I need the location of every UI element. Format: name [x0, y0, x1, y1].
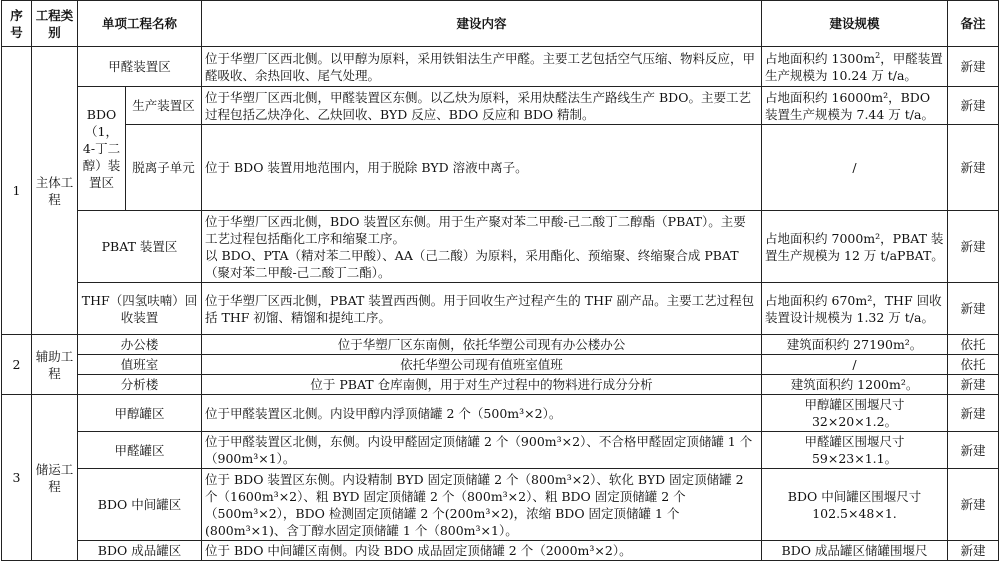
item-name: 分析楼	[78, 375, 202, 395]
item-content: 位于 BDO 装置用地范围内，用于脱除 BYD 溶液中离子。	[202, 125, 762, 211]
item-scale: BDO 中间罐区围堰尺寸 102.5×48×1.	[762, 469, 948, 541]
item-content: 位于华塑厂区西北侧。以甲醇为原料，采用铁钼法生产甲醛。主要工艺包括空气压缩、物料反应，甲醛吸收、余热回收、尾气处理。	[202, 47, 762, 87]
table-row	[2, 432, 999, 469]
group-seq: 3	[2, 395, 32, 561]
table-row	[2, 355, 999, 375]
item-note: 新建	[948, 395, 999, 432]
item-scale: 甲醛罐区围堰尺寸 59×23×1.1。	[762, 432, 948, 469]
item-note: 新建	[948, 211, 999, 283]
item-note: 新建	[948, 125, 999, 211]
item-scale: 建筑面积约 27190m²。	[762, 335, 948, 355]
item-note: 新建	[948, 283, 999, 335]
item-scale: 占地面积约 $1300m^2$，甲醛装置生产规模为 10.24 万 t/a。	[762, 47, 948, 87]
header-content: 建设内容	[202, 1, 762, 47]
item-content: 位于 PBAT 仓库南侧，用于对生产过程中的物料进行成分分析	[202, 375, 762, 395]
item-scale: 甲醇罐区围堰尺寸 32×20×1.2。	[762, 395, 948, 432]
table-row	[2, 47, 999, 87]
item-scale: 占地面积约 670m²，THF 回收装置设计规模为 1.32 万 t/a。	[762, 283, 948, 335]
header-scale: 建设规模	[762, 1, 948, 47]
item-scale: /	[762, 125, 948, 211]
item-name: 甲醇罐区	[78, 395, 202, 432]
item-note: 新建	[948, 432, 999, 469]
table-row	[2, 395, 999, 432]
item-note: 依托	[948, 335, 999, 355]
item-scale: 建筑面积约 1200m²。	[762, 375, 948, 395]
table-row	[2, 469, 999, 541]
item-note: 新建	[948, 87, 999, 125]
item-name: THF（四氢呋喃）回收装置	[78, 283, 202, 335]
item-name: BDO 成品罐区	[78, 541, 202, 561]
item-name: 甲醛装置区	[78, 47, 202, 87]
item-note: 依托	[948, 355, 999, 375]
item-scale: 占地面积约 16000m²，BDO 装置生产规模为 7.44 万 t/a。	[762, 87, 948, 125]
item-note: 新建	[948, 375, 999, 395]
table-row	[2, 283, 999, 335]
item-name: PBAT 装置区	[78, 211, 202, 283]
table-row	[2, 335, 999, 355]
item-subname: 脱离子单元	[126, 125, 202, 211]
item-subname: 生产装置区	[126, 87, 202, 125]
item-content: 位于甲醛装置区北侧。内设甲醇内浮顶储罐 2 个（500m³×2）。	[202, 395, 762, 432]
header-name: 单项工程名称	[78, 1, 202, 47]
table-row	[2, 125, 999, 211]
item-content: 依托华塑公司现有值班室值班	[202, 355, 762, 375]
project-composition-table	[1, 0, 999, 561]
content-line: 位于华塑厂区西北侧，BDO 装置区东侧。用于生产聚对苯二甲酸-己二酸丁二醇酯（PBAT）。主要工艺过程包括酯化工序和缩聚工序。	[205, 213, 746, 246]
item-note: 新建	[948, 47, 999, 87]
item-scale: BDO 成品罐区储罐围堰尺	[762, 541, 948, 561]
table-row	[2, 541, 999, 561]
group-type: 主体工程	[32, 47, 78, 335]
item-note: 新建	[948, 469, 999, 541]
content-line: 以 BDO、PTA（精对苯二甲酸）、AA（己二酸）为原料，采用酯化、预缩聚、终缩聚合成 PBAT（聚对苯二甲酸-己二酸丁二酯）。	[205, 247, 739, 280]
item-content: 位于 BDO 装置区东侧。内设精制 BYD 固定顶储罐 2 个（800m³×2）、软化 BYD 固定顶储罐 2 个（1600m³×2）、粗 BYD 固定顶储罐 2 个（800m³×2）、粗 BDO 固定顶储罐 2 个（500m³×2），BDO 检测固定顶储罐 2 个(200m³×2)，浓缩 BDO 固定顶储罐 1 个(800m³×1)、含丁醇水固定顶储罐 1 个（800m³×1）。	[202, 469, 762, 541]
item-content: 位于华塑厂区西北侧，PBAT 装置西西侧。用于回收生产过程产生的 THF 副产品。主要工艺过程包括 THF 初馏、精馏和提纯工序。	[202, 283, 762, 335]
item-name: BDO 中间罐区	[78, 469, 202, 541]
header-type: 工程类别	[32, 1, 78, 47]
header-row	[2, 1, 999, 47]
table-row	[2, 87, 999, 125]
item-content: 位于甲醛装置区北侧，东侧。内设甲醛固定顶储罐 2 个（900m³×2）、不合格甲醛固定顶储罐 1 个（900m³×1）。	[202, 432, 762, 469]
table-row	[2, 211, 999, 283]
group-type: 辅助工程	[32, 335, 78, 395]
bdo-group-label: BDO（1，4-丁二醇）装置区	[78, 87, 126, 211]
scale-text: 占地面积约 1300m	[765, 50, 876, 66]
header-note: 备注	[948, 1, 999, 47]
item-name: 办公楼	[78, 335, 202, 355]
item-name: 甲醛罐区	[78, 432, 202, 469]
item-scale: /	[762, 355, 948, 375]
group-type: 储运工程	[32, 395, 78, 561]
item-content: 位于 BDO 中间罐区南侧。内设 BDO 成品固定顶储罐 2 个（2000m³×2）。	[202, 541, 762, 561]
item-note: 新建	[948, 541, 999, 561]
item-content: 位于华塑厂区东南侧，依托华塑公司现有办公楼办公	[202, 335, 762, 355]
item-scale: 占地面积约 7000m²，PBAT 装置生产规模为 12 万 t/aPBAT。	[762, 211, 948, 283]
group-seq: 2	[2, 335, 32, 395]
scale-text: ，甲醛装置生产规模为 10.24 万 t/a。	[765, 50, 943, 83]
item-content	[202, 211, 762, 283]
header-seq: 序号	[2, 1, 32, 47]
table-row	[2, 375, 999, 395]
item-content: 位于华塑厂区西北侧，甲醛装置区东侧。以乙炔为原料，采用炔醛法生产路线生产 BDO。主要工艺过程包括乙炔净化、乙炔回收、BYD 反应、BDO 反应和 BDO 精制。	[202, 87, 762, 125]
group-seq: 1	[2, 47, 32, 335]
item-name: 值班室	[78, 355, 202, 375]
